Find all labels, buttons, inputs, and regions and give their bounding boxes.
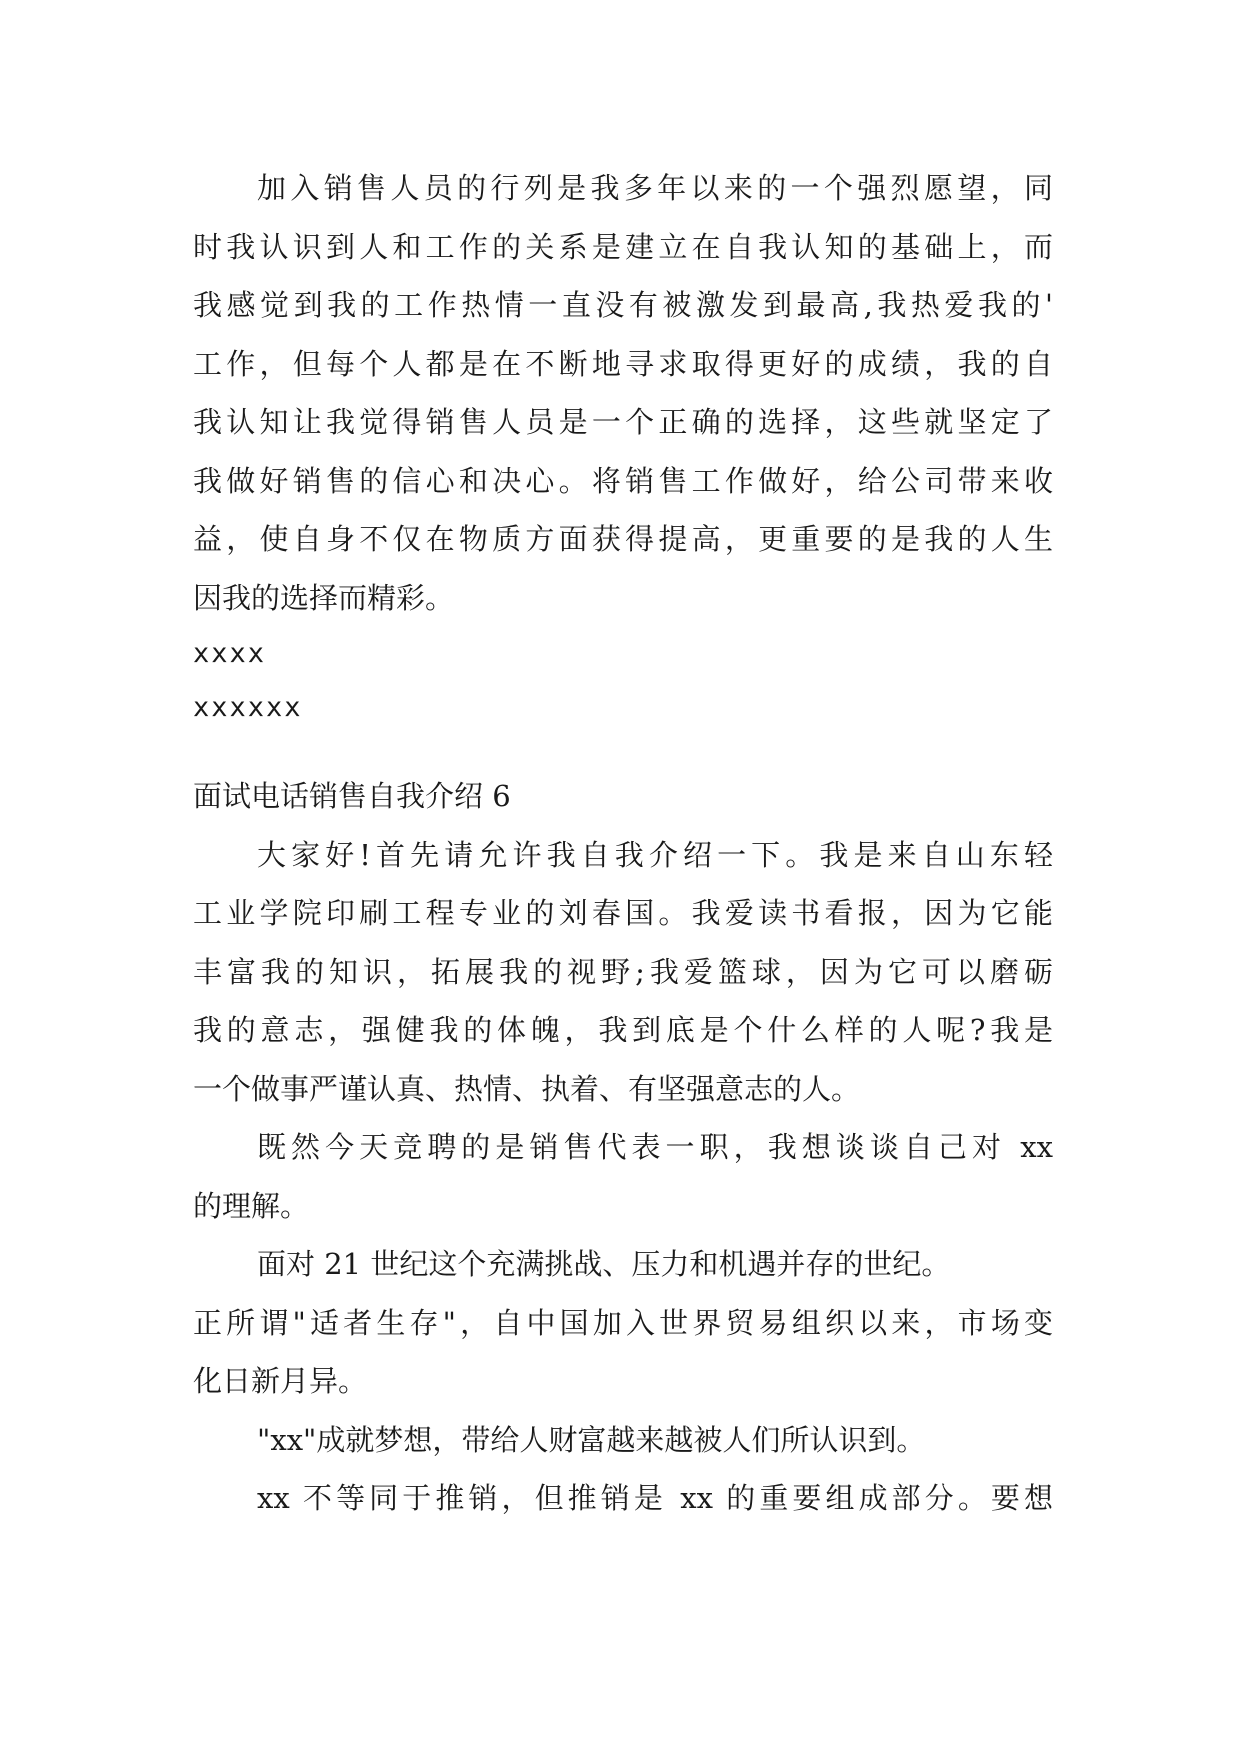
spacer [193, 735, 1053, 767]
text-line: 我感觉到我的工作热情一直没有被激发到最高,我热爱我的' [193, 288, 1053, 322]
text-line: 面对 21 世纪这个充满挑战、压力和机遇并存的世纪。 [257, 1247, 951, 1281]
paragraph-market-context [193, 1235, 1053, 1411]
paragraph-dream-statement [193, 1411, 1053, 1470]
text-line: "xx"成就梦想，带给人财富越来越被人们所认识到。 [257, 1422, 926, 1457]
paragraph-role-understanding [193, 1118, 1053, 1235]
text-line: 既然今天竞聘的是销售代表一职，我想谈谈自己对 xx [257, 1130, 1053, 1164]
paragraph-sales-definition [193, 1469, 1053, 1528]
section-heading: 面试电话销售自我介绍 6 [193, 779, 511, 813]
signature-date: xxxxxx [193, 692, 303, 723]
text-line: xx 不等同于推销，但推销是 xx 的重要组成部分。要想 [257, 1481, 1053, 1515]
text-line: 加入销售人员的行列是我多年以来的一个强烈愿望，同 [257, 171, 1053, 205]
text-line: 时我认识到人和工作的关系是建立在自我认知的基础上，而 [193, 229, 1053, 264]
paragraph-self-introduction [193, 826, 1053, 1119]
text-line: 工作，但每个人都是在不断地寻求取得更好的成绩，我的自 [193, 346, 1053, 381]
text-line: 工业学院印刷工程专业的刘春国。我爱读书看报，因为它能 [193, 896, 1053, 930]
text-line: 一个做事严谨认真、热情、执着、有坚强意志的人。 [193, 1071, 861, 1106]
text-line: 的理解。 [193, 1188, 310, 1223]
signature-name: xxxx [193, 638, 267, 669]
text-line: 正所谓"适者生存"，自中国加入世界贸易组织以来，市场变 [193, 1305, 1053, 1340]
document-body [193, 159, 1053, 1528]
text-line: 因我的选择而精彩。 [193, 580, 455, 615]
text-line: 我的意志，强健我的体魄，我到底是个什么样的人呢?我是 [193, 1013, 1053, 1047]
text-line: 丰富我的知识，拓展我的视野;我爱篮球，因为它可以磨砺 [193, 954, 1053, 989]
text-line: 化日新月异。 [193, 1364, 368, 1398]
text-line: 我做好销售的信心和决心。将销售工作做好，给公司带来收 [193, 463, 1053, 498]
text-line: 我认知让我觉得销售人员是一个正确的选择，这些就坚定了 [193, 405, 1053, 439]
text-line: 大家好!首先请允许我自我介绍一下。我是来自山东轻 [257, 837, 1053, 872]
text-line: 益，使自身不仅在物质方面获得提高，更重要的是我的人生 [193, 522, 1053, 556]
paragraph-application-motivation [193, 159, 1053, 627]
